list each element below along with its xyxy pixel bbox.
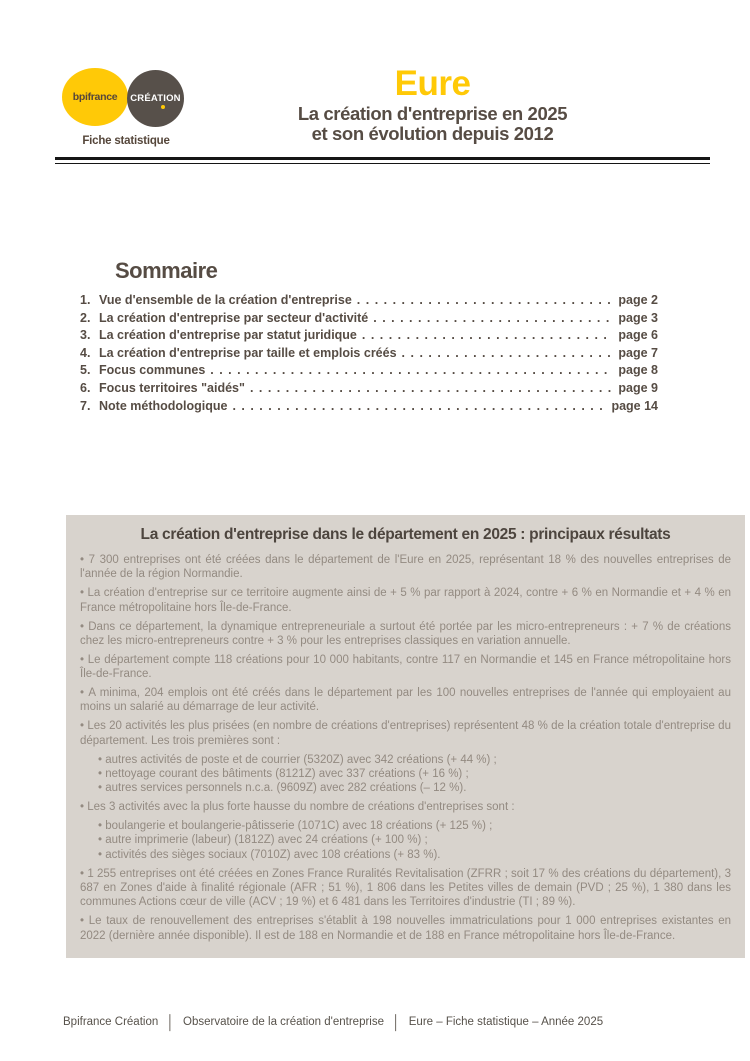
toc-item-page: page 6: [618, 328, 658, 343]
toc-item-page: page 8: [618, 363, 658, 378]
toc-item: [80, 292, 658, 310]
toc-item: [80, 398, 658, 416]
results-bullet: • Le taux de renouvellement des entreprises s'établit à 198 nouvelles immatriculations pour 1 000 entreprises existantes en 2022 (dernière année disponible). Il est de 188 en Normandie et de 188 en France métropolitaine hors Île-de-France.: [80, 914, 731, 943]
toc-item-number: 6.: [80, 380, 91, 395]
results-sub-bullet: • boulangerie et boulangerie-pâtisserie (1071C) avec 18 créations (+ 125 %) ;: [98, 819, 731, 833]
toc-item-page: page 3: [618, 310, 658, 325]
logo-tagline: Fiche statistique: [82, 135, 170, 147]
header-title-block: [225, 66, 640, 144]
results-sub-bullet-group: [98, 753, 731, 796]
page-subtitle-line2: et son évolution depuis 2012: [311, 123, 554, 144]
footer-document-ref: Eure – Fiche statistique – Année 2025: [408, 1016, 604, 1028]
footer: [63, 1014, 703, 1030]
toc-dot-leader: [232, 398, 606, 416]
bpifrance-logo-icon: [62, 68, 128, 126]
page-title: Eure: [394, 64, 471, 103]
toc-item: [80, 345, 658, 363]
results-sub-bullet: • nettoyage courant des bâtiments (8121Z) avec 337 créations (+ 16 %) ;: [98, 767, 731, 781]
brand-logo: [62, 68, 190, 147]
results-box: [66, 515, 745, 958]
toc-item-page: page 2: [618, 293, 658, 307]
footer-separator: │: [166, 1014, 175, 1030]
toc-item: [80, 362, 658, 380]
footer-observatory: Observatoire de la création d'entreprise: [183, 1016, 384, 1028]
toc-item-number: 4.: [80, 345, 91, 360]
creation-logo-icon: [127, 70, 184, 127]
page-subtitle-line1: La création d'entreprise en 2025: [297, 103, 568, 124]
results-bullet: • Le département compte 118 créations pour 10 000 habitants, contre 117 en Normandie et 145 en France métropolitaine hors Île-de-France.: [80, 653, 731, 682]
results-bullet: • Dans ce département, la dynamique entrepreneuriale a surtout été portée par les micro-entrepreneurs : + 7 % de créations chez les micro-entrepreneurs contre + 3 % pour les entreprises classiques en variation annuelle.: [80, 620, 731, 649]
results-sub-bullet: • activités des sièges sociaux (7010Z) avec 108 créations (+ 83 %).: [98, 848, 731, 862]
toc-item-label: Note méthodologique: [99, 398, 228, 413]
logo-circles: [62, 68, 190, 127]
bpifrance-logo-text: bpifrance: [72, 91, 118, 103]
results-bullet: • 7 300 entreprises ont été créées dans le département de l'Eure en 2025, représentant 18 % des nouvelles entreprises de l'année de la région Normandie.: [80, 553, 731, 582]
toc-item-number: 3.: [80, 328, 91, 343]
creation-i-dot-icon: [161, 105, 165, 109]
toc-item-number: 2.: [80, 310, 91, 325]
results-sub-bullet: • autres activités de poste et de courrier (5320Z) avec 342 créations (+ 44 %) ;: [98, 753, 731, 767]
toc-item-label: Vue d'ensemble de la création d'entreprise: [99, 293, 352, 307]
toc-item: [80, 310, 658, 328]
toc-dot-leader: [402, 345, 614, 363]
results-bullet: • 1 255 entreprises ont été créées en Zones France Ruralités Revitalisation (ZFRR ; soit 17 % des créations du département), 3 687 en Zones d'aide à finalité régionale (AFR ; 51 %), 1 806 dans les Petites villes de demain (PVD ; 25 %), 1 380 dans les communes Actions cœur de ville (ACV ; 19 %) et 6 481 dans les Territoires d'industrie (TI ; 89 %).: [80, 867, 731, 910]
toc-item: [80, 380, 658, 398]
toc-item-label: Focus territoires "aidés": [99, 380, 245, 395]
toc-item-page: page 14: [611, 398, 658, 413]
results-bullets: [80, 553, 731, 943]
results-bullet: • Les 3 activités avec la plus forte hausse du nombre de créations d'entreprises sont :: [80, 800, 731, 814]
toc-item-number: 7.: [80, 398, 91, 413]
toc-item-page: page 7: [618, 345, 658, 360]
toc-dot-leader: [373, 310, 613, 328]
creation-logo-text: CRÉATION: [130, 93, 181, 104]
toc-item-label: La création d'entreprise par statut juridique: [99, 328, 357, 343]
toc-dot-leader: [250, 380, 613, 398]
footer-separator: │: [392, 1014, 401, 1030]
toc-item-number: 1.: [80, 293, 91, 307]
results-bullet: • La création d'entreprise sur ce territoire augmente ainsi de + 5 % par rapport à 2024, contre + 6 % en Normandie et + 4 % en France métropolitaine hors Île-de-France.: [80, 586, 731, 615]
toc-item-number: 5.: [80, 363, 91, 378]
footer-brand: Bpifrance Création: [63, 1016, 159, 1028]
toc-list: [80, 292, 658, 415]
toc-item-label: Focus communes: [99, 363, 206, 378]
results-sub-bullet: • autre imprimerie (labeur) (1812Z) avec 24 créations (+ 100 %) ;: [98, 833, 731, 847]
toc-dot-leader: [210, 362, 613, 380]
toc-item-page: page 9: [618, 380, 658, 395]
header-divider: [55, 157, 710, 164]
results-title: La création d'entreprise dans le département en 2025 : principaux résultats: [140, 526, 671, 543]
toc-item: [80, 327, 658, 345]
toc-item-label: La création d'entreprise par secteur d'activité: [99, 310, 369, 325]
results-bullet: • A minima, 204 emplois ont été créés dans le département par les 100 nouvelles entreprises de l'année qui employaient au moins un salarié au démarrage de leur activité.: [80, 686, 731, 715]
results-sub-bullet: • autres services personnels n.c.a. (9609Z) avec 282 créations (– 12 %).: [98, 781, 731, 795]
page-subtitle: [225, 104, 640, 144]
results-bullet: • Les 20 activités les plus prisées (en nombre de créations d'entreprises) représentent 48 % de la création totale d'entreprise du département. Les trois premières sont :: [80, 719, 731, 748]
toc-dot-leader: [357, 292, 614, 310]
toc-item-label: La création d'entreprise par taille et emplois créés: [99, 345, 397, 360]
results-sub-bullet-group: [98, 819, 731, 862]
toc-heading: Sommaire: [115, 258, 218, 283]
toc-dot-leader: [362, 327, 614, 345]
